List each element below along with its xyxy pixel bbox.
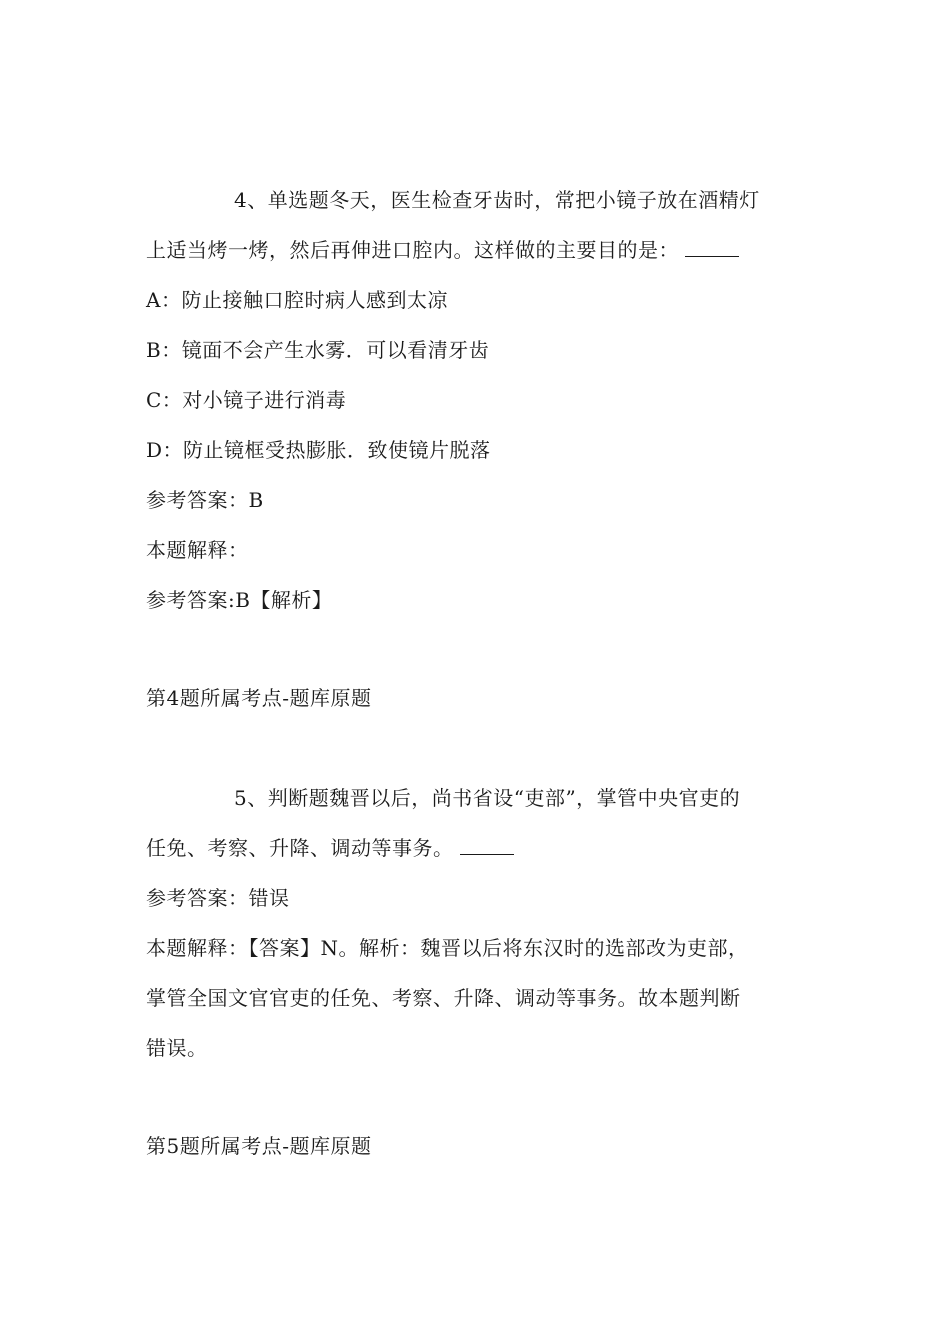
q5-explanation-line2: 掌管全国文官官吏的任免、考察、升降、调动等事务。故本题判断 — [146, 986, 741, 1010]
q4-topic: 第4题所属考点-题库原题 — [146, 686, 372, 710]
q5-answer: 参考答案：错误 — [146, 886, 290, 910]
q4-option-a: A：防止接触口腔时病人感到太凉 — [146, 288, 448, 312]
q5-stem-line1: 5、判断题魏晋以后，尚书省设“吏部”，掌管中央官吏的 — [234, 786, 741, 810]
q4-option-c: C：对小镜子进行消毒 — [146, 388, 347, 412]
q4-stem-line2 — [146, 236, 811, 264]
q4-option-d: D：防止镜框受热膨胀．致使镜片脱落 — [146, 438, 491, 462]
q5-stem-line2 — [146, 834, 811, 862]
q4-stem-line1: 4、单选题冬天，医生检查牙齿时，常把小镜子放在酒精灯 — [234, 188, 760, 212]
q4-explanation-label: 本题解释： — [146, 538, 249, 562]
q4-answer-blank — [685, 238, 739, 257]
q5-answer-blank — [460, 836, 514, 855]
q4-stem-text: 上适当烤一烤，然后再伸进口腔内。这样做的主要目的是： — [146, 238, 679, 262]
q4-explanation-text: 参考答案:B【解析】 — [146, 588, 333, 612]
q4-answer: 参考答案：B — [146, 488, 264, 512]
q5-stem-text: 任免、考察、升降、调动等事务。 — [146, 836, 454, 860]
q5-explanation-line1: 本题解释：【答案】N。解析：魏晋以后将东汉时的选部改为吏部， — [146, 936, 749, 960]
q5-topic: 第5题所属考点-题库原题 — [146, 1134, 372, 1158]
q5-explanation-line3: 错误。 — [146, 1036, 208, 1060]
q4-option-b: B：镜面不会产生水雾．可以看清牙齿 — [146, 338, 490, 362]
